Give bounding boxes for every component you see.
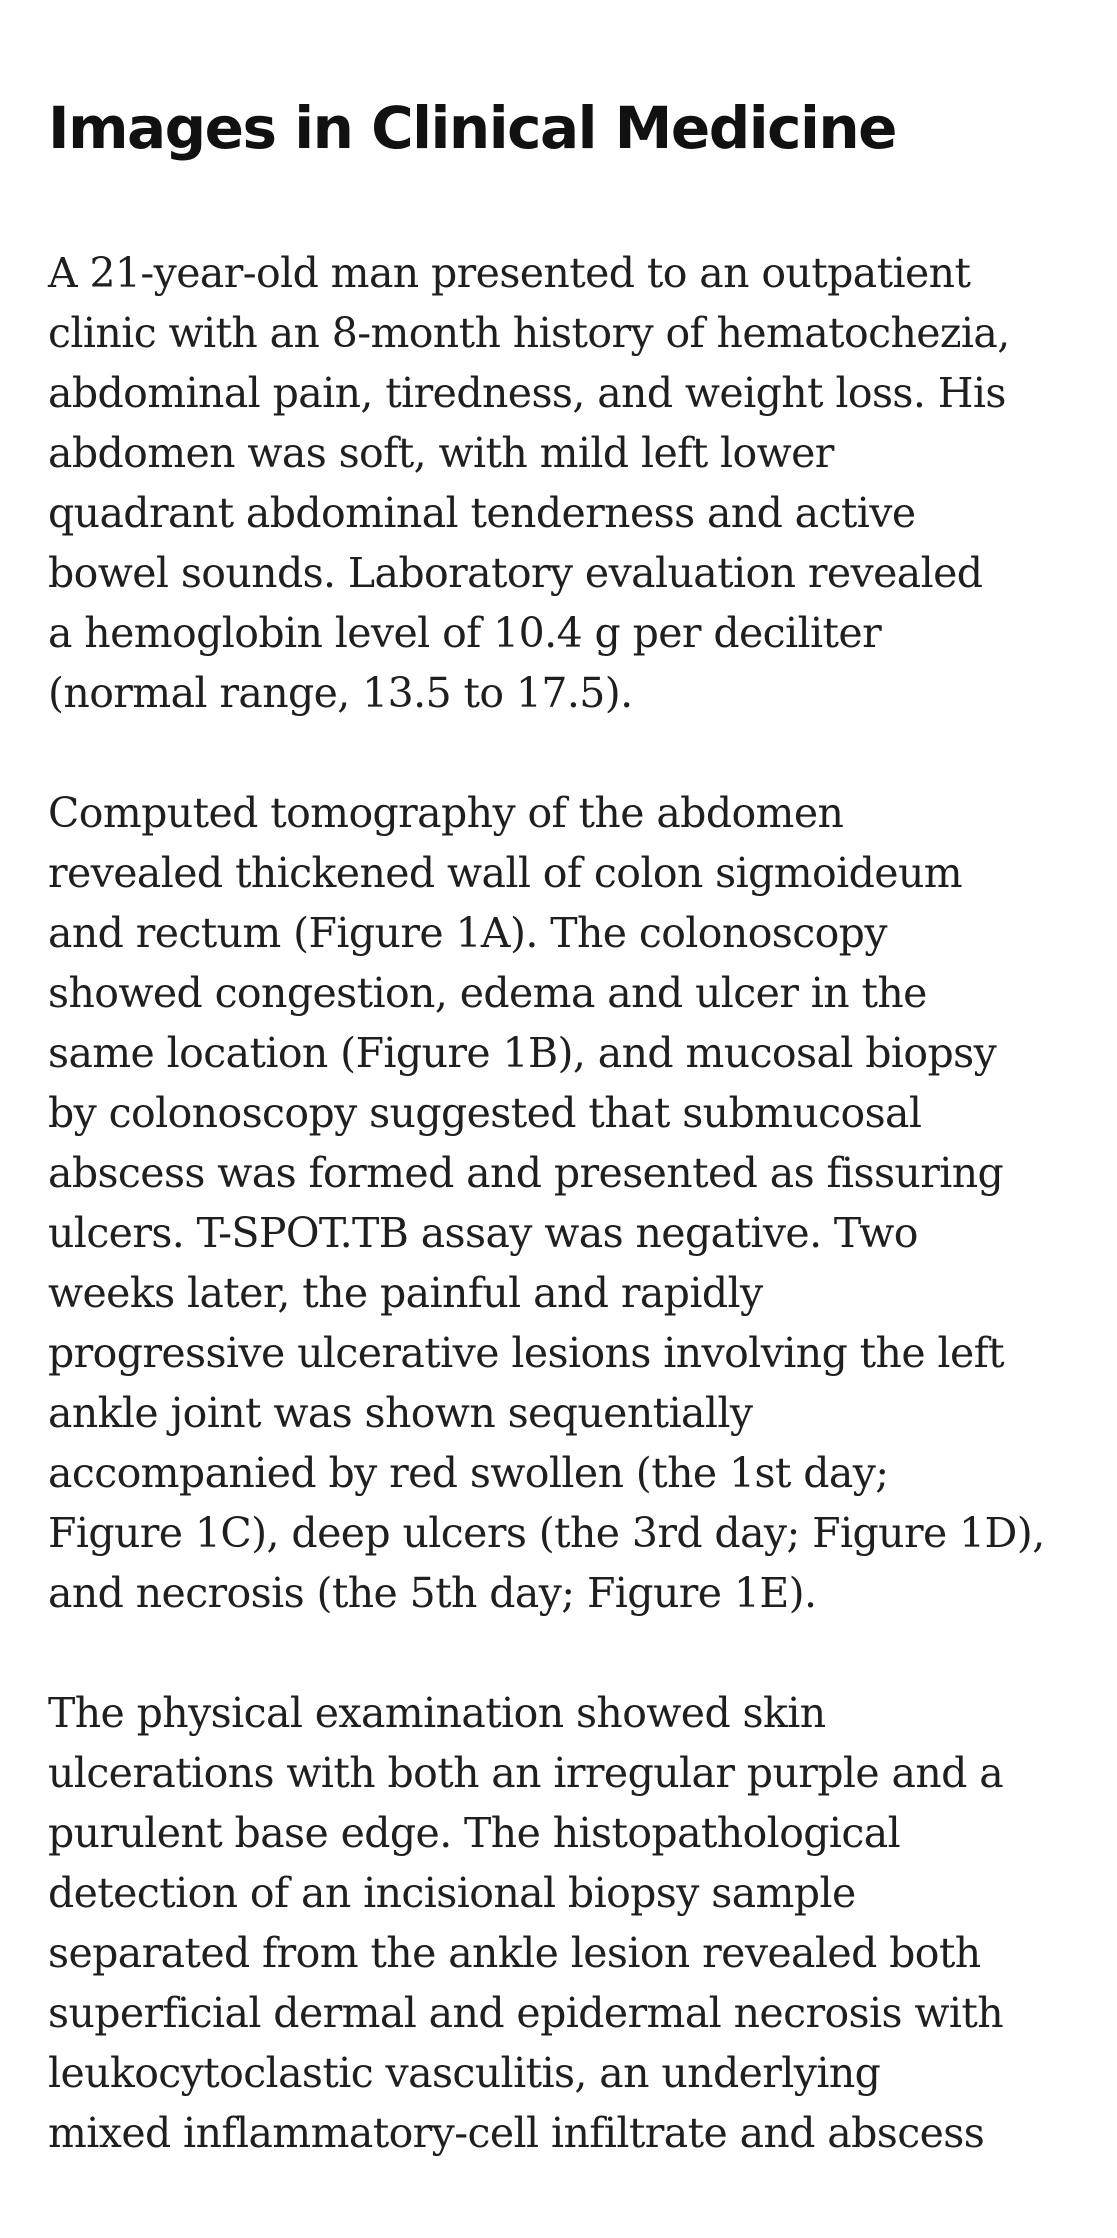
text-line: abdominal pain, tiredness, and weight loss. His [48,369,1006,417]
page-title: Images in Clinical Medicine [48,94,897,162]
text-line: a hemoglobin level of 10.4 g per deciliter [48,609,882,657]
text-line: showed congestion, edema and ulcer in the [48,969,927,1017]
text-line: bowel sounds. Laboratory evaluation revealed [48,549,983,597]
text-line: abdomen was soft, with mild left lower [48,429,834,477]
text-line: and rectum (Figure 1A). The colonoscopy [48,909,887,957]
text-line: abscess was formed and presented as fissuring [48,1149,1004,1197]
article-body [48,243,1077,2163]
paragraph-imaging [48,783,1077,1623]
text-line: by colonoscopy suggested that submucosal [48,1089,922,1137]
text-line: and necrosis (the 5th day; Figure 1E). [48,1569,817,1617]
text-line: Figure 1C), deep ulcers (the 3rd day; Figure 1D), [48,1509,1045,1557]
text-line: superficial dermal and epidermal necrosis with [48,1989,1004,2037]
text-line: ulcers. T-SPOT.TB assay was negative. Two [48,1209,918,1257]
text-line: progressive ulcerative lesions involving the left [48,1329,1005,1377]
text-line: revealed thickened wall of colon sigmoideum [48,849,963,897]
text-line: clinic with an 8-month history of hematochezia, [48,309,1010,357]
text-line: same location (Figure 1B), and mucosal biopsy [48,1029,997,1077]
text-line: ulcerations with both an irregular purple and a [48,1749,1004,1797]
text-line: purulent base edge. The histopathological [48,1809,901,1857]
text-line: leukocytoclastic vasculitis, an underlying [48,2049,881,2097]
text-line: quadrant abdominal tenderness and active [48,489,916,537]
text-line: Computed tomography of the abdomen [48,789,844,837]
text-line: The physical examination showed skin [48,1689,826,1737]
paragraph-examination [48,1683,1077,2163]
text-line: mixed inflammatory-cell infiltrate and abscess [48,2109,985,2157]
text-line: (normal range, 13.5 to 17.5). [48,669,633,717]
text-line: ankle joint was shown sequentially [48,1389,753,1437]
text-line: A 21-year-old man presented to an outpatient [48,249,971,297]
text-line: weeks later, the painful and rapidly [48,1269,763,1317]
paragraph-presentation [48,243,1077,723]
text-line: separated from the ankle lesion revealed both [48,1929,981,1977]
text-line: accompanied by red swollen (the 1st day; [48,1449,889,1497]
text-line: detection of an incisional biopsy sample [48,1869,856,1917]
